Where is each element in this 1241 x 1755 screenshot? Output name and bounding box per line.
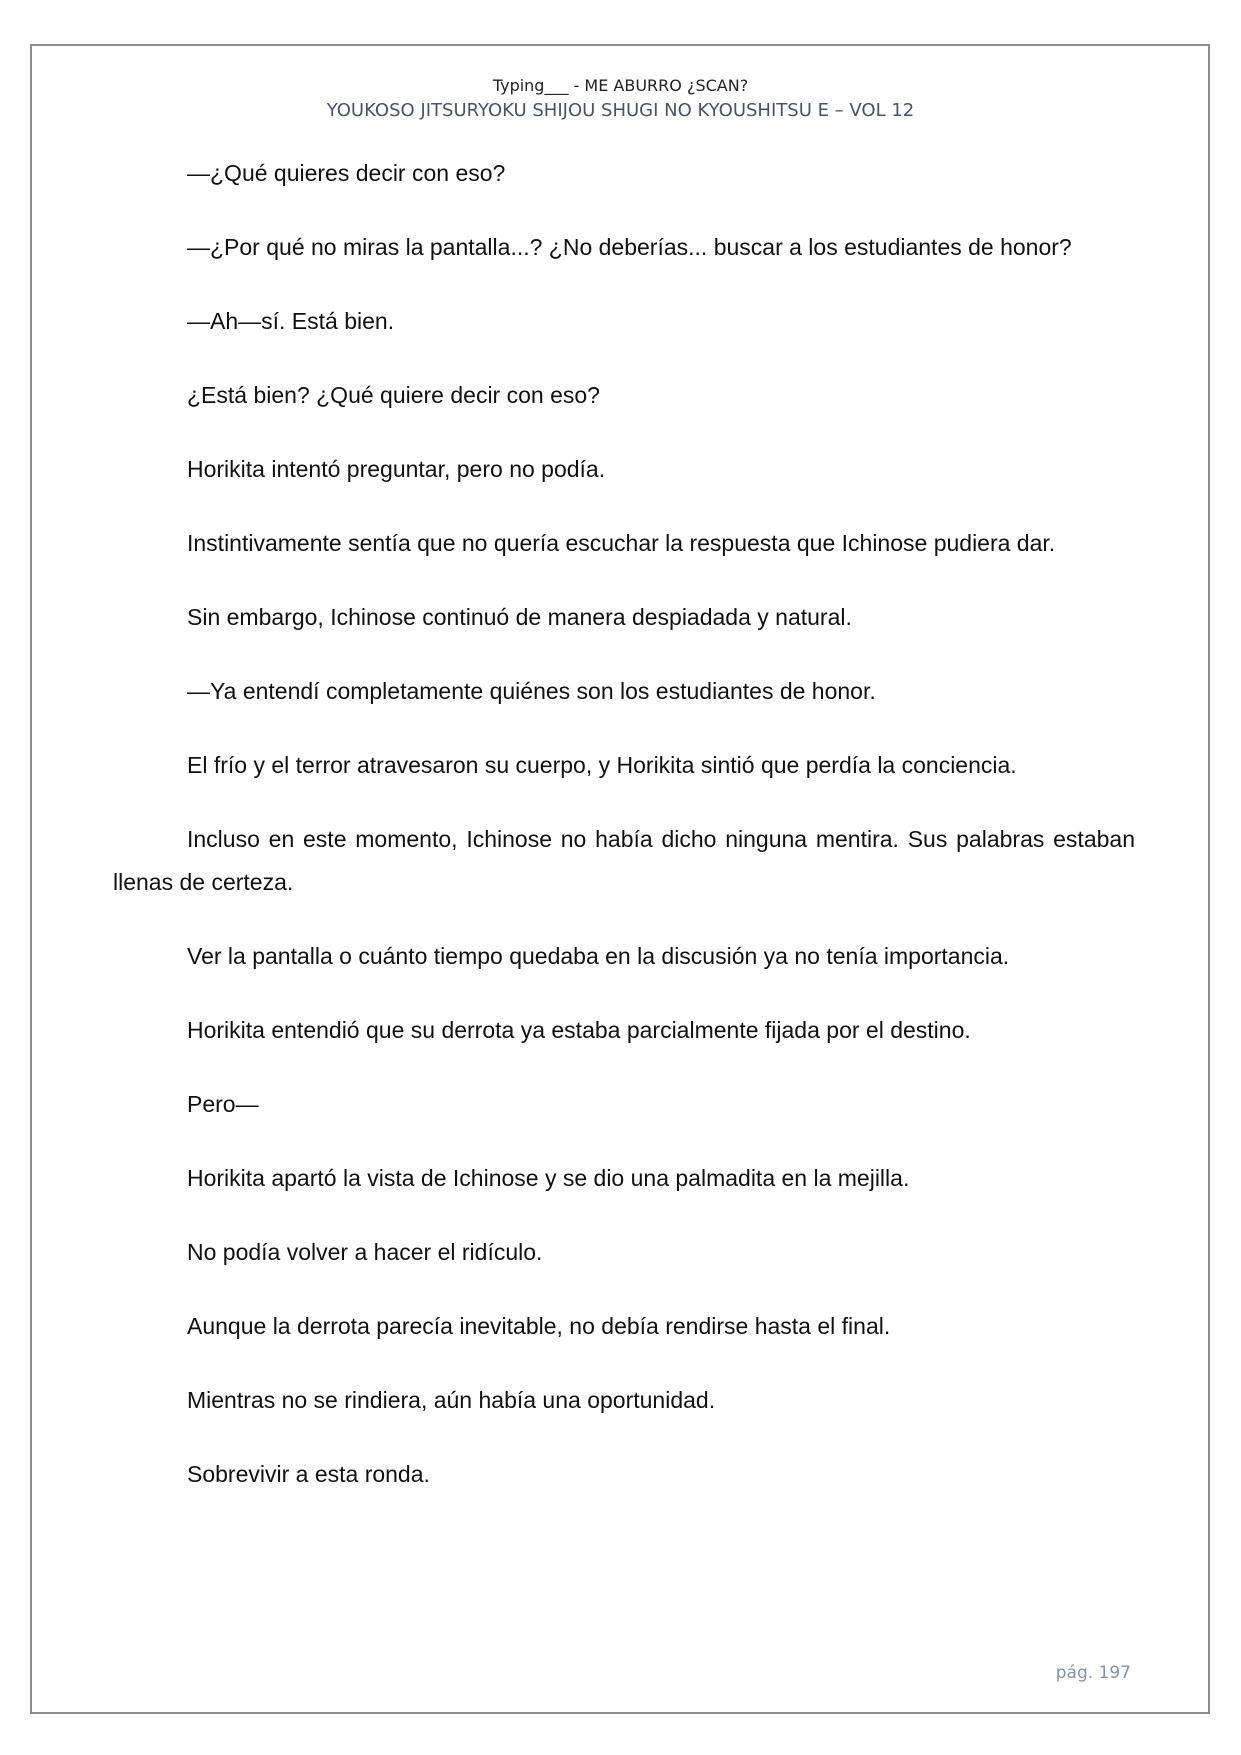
paragraph: Aunque la derrota parecía inevitable, no debía rendirse hasta el final.	[187, 1313, 891, 1339]
paragraph: —¿Qué quieres decir con eso?	[187, 160, 506, 186]
paragraph: Incluso en este momento, Ichinose no había dicho ninguna mentira. Sus palabras estaban llenas de certeza.	[113, 826, 1135, 895]
paragraph: Pero—	[187, 1091, 259, 1117]
paragraph: Horikita entendió que su derrota ya estaba parcialmente fijada por el destino.	[187, 1017, 971, 1043]
paragraph: Ver la pantalla o cuánto tiempo quedaba en la discusión ya no tenía importancia.	[187, 943, 1010, 969]
page-header	[0, 76, 1241, 124]
paragraph: Sin embargo, Ichinose continuó de manera despiadada y natural.	[187, 604, 852, 630]
paragraph: No podía volver a hacer el ridículo.	[187, 1239, 543, 1265]
header-series-title: YOUKOSO JITSURYOKU SHIJOU SHUGI NO KYOUSHITSU E – VOL 12	[326, 100, 915, 121]
paragraph: El frío y el terror atravesaron su cuerpo, y Horikita sintió que perdía la conciencia.	[187, 752, 1017, 778]
paragraph: Horikita apartó la vista de Ichinose y se dio una palmadita en la mejilla.	[187, 1165, 910, 1191]
paragraph: Horikita intentó preguntar, pero no podía.	[187, 456, 606, 482]
paragraph: Mientras no se rindiera, aún había una oportunidad.	[187, 1387, 716, 1413]
paragraph: —Ya entendí completamente quiénes son los estudiantes de honor.	[187, 678, 876, 704]
paragraph: Sobrevivir a esta ronda.	[187, 1461, 430, 1487]
paragraph: ¿Está bien? ¿Qué quiere decir con eso?	[187, 382, 600, 408]
paragraph: —Ah—sí. Está bien.	[187, 308, 395, 334]
paragraph: Instintivamente sentía que no quería escuchar la respuesta que Ichinose pudiera dar.	[187, 530, 1056, 556]
page-number: pág. 197	[1055, 1663, 1131, 1683]
body-text	[113, 152, 1135, 1527]
paragraph: —¿Por qué no miras la pantalla...? ¿No deberías... buscar a los estudiantes de honor?	[187, 234, 1072, 260]
header-credit: Typing___ - ME ABURRO ¿SCAN?	[492, 76, 749, 95]
